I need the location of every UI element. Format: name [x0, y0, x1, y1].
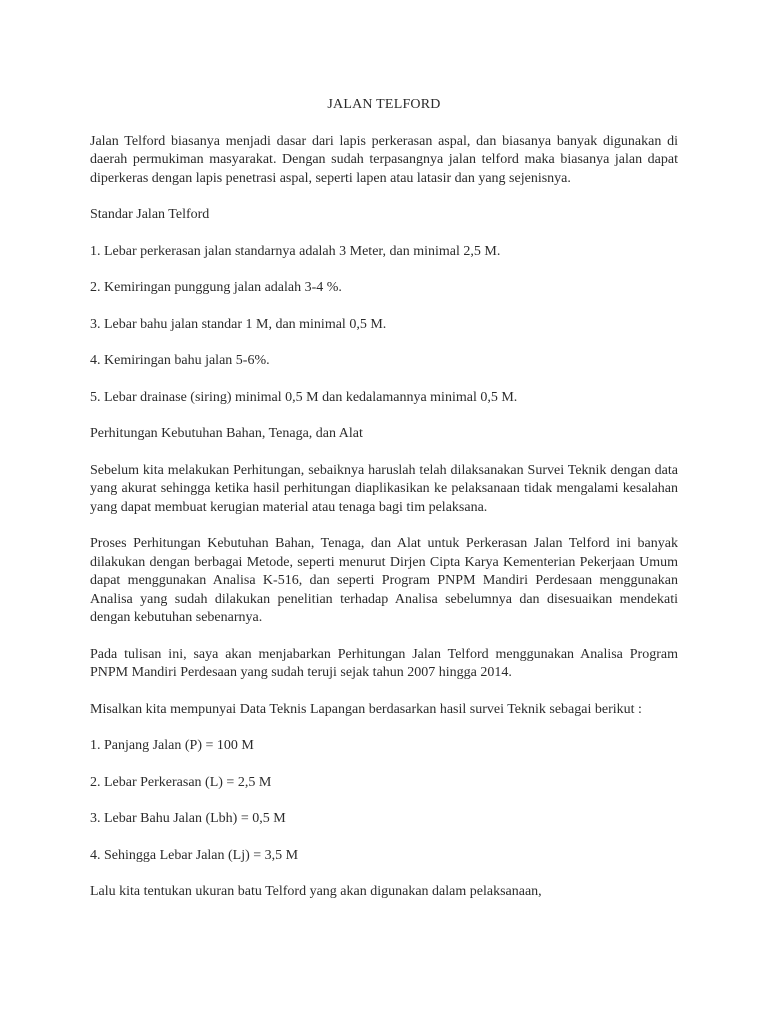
document-title: JALAN TELFORD: [327, 97, 441, 112]
standard-item-1: 1. Lebar perkerasan jalan standarnya adalah 3 Meter, dan minimal 2,5 M.: [90, 243, 501, 259]
paragraph-tulisan: Pada tulisan ini, saya akan menjabarkan Perhitungan Jalan Telford menggunakan Analisa Program PNPM Mandiri Perdesaan yang sudah teruji sejak tahun 2007 hingga 2014.: [90, 646, 678, 680]
document-body: [90, 96, 678, 920]
standard-item-5: 5. Lebar drainase (siring) minimal 0,5 M dan kedalamannya minimal 0,5 M.: [90, 389, 518, 405]
standard-item-3: 3. Lebar bahu jalan standar 1 M, dan minimal 0,5 M.: [90, 316, 387, 332]
section-heading-perhitungan: Perhitungan Kebutuhan Bahan, Tenaga, dan Alat: [90, 426, 363, 441]
data-item-3: 3. Lebar Bahu Jalan (Lbh) = 0,5 M: [90, 811, 286, 826]
standard-item-2: 2. Kemiringan punggung jalan adalah 3-4 %.: [90, 280, 342, 295]
paragraph-data-teknis: Misalkan kita mempunyai Data Teknis Lapangan berdasarkan hasil survei Teknik sebagai berikut :: [90, 701, 642, 717]
data-item-4: 4. Sehingga Lebar Jalan (Lj) = 3,5 M: [90, 847, 299, 863]
data-item-1: 1. Panjang Jalan (P) = 100 M: [90, 738, 254, 753]
standard-item-4: 4. Kemiringan bahu jalan 5-6%.: [90, 353, 270, 368]
data-item-2: 2. Lebar Perkerasan (L) = 2,5 M: [90, 774, 272, 790]
closing-paragraph: Lalu kita tentukan ukuran batu Telford yang akan digunakan dalam pelaksanaan,: [90, 884, 542, 899]
intro-paragraph: Jalan Telford biasanya menjadi dasar dari lapis perkerasan aspal, dan biasanya banyak digunakan di daerah permukiman masyarakat. Dengan sudah terpasangnya jalan telford maka biasanya jalan dapat diperkeras dengan lapis penetrasi aspal, seperti lapen atau latasir dan yang sejenisnya.: [90, 133, 678, 186]
section-heading-standar: Standar Jalan Telford: [90, 207, 210, 222]
paragraph-proses: Proses Perhitungan Kebutuhan Bahan, Tenaga, dan Alat untuk Perkerasan Jalan Telford ini banyak dilakukan dengan berbagai Metode, seperti menurut Dirjen Cipta Karya Kementerian Pekerjaan Umum dapat menggunakan Analisa K-516, dan seperti Program PNPM Mandiri Perdesaan menggunakan Analisa yang sudah dilakukan penelitian terhadap Analisa sebelumnya dan disesuaikan mendekati dengan kebutuhan sebenarnya.: [90, 536, 678, 625]
paragraph-survei: Sebelum kita melakukan Perhitungan, sebaiknya haruslah telah dilaksanakan Survei Teknik dengan data yang akurat sehingga ketika hasil perhitungan diaplikasikan ke pelaksanaan tidak mengalami kesalahan yang dapat membuat kerugian material atau tenaga bagi tim pelaksana.: [90, 462, 678, 515]
